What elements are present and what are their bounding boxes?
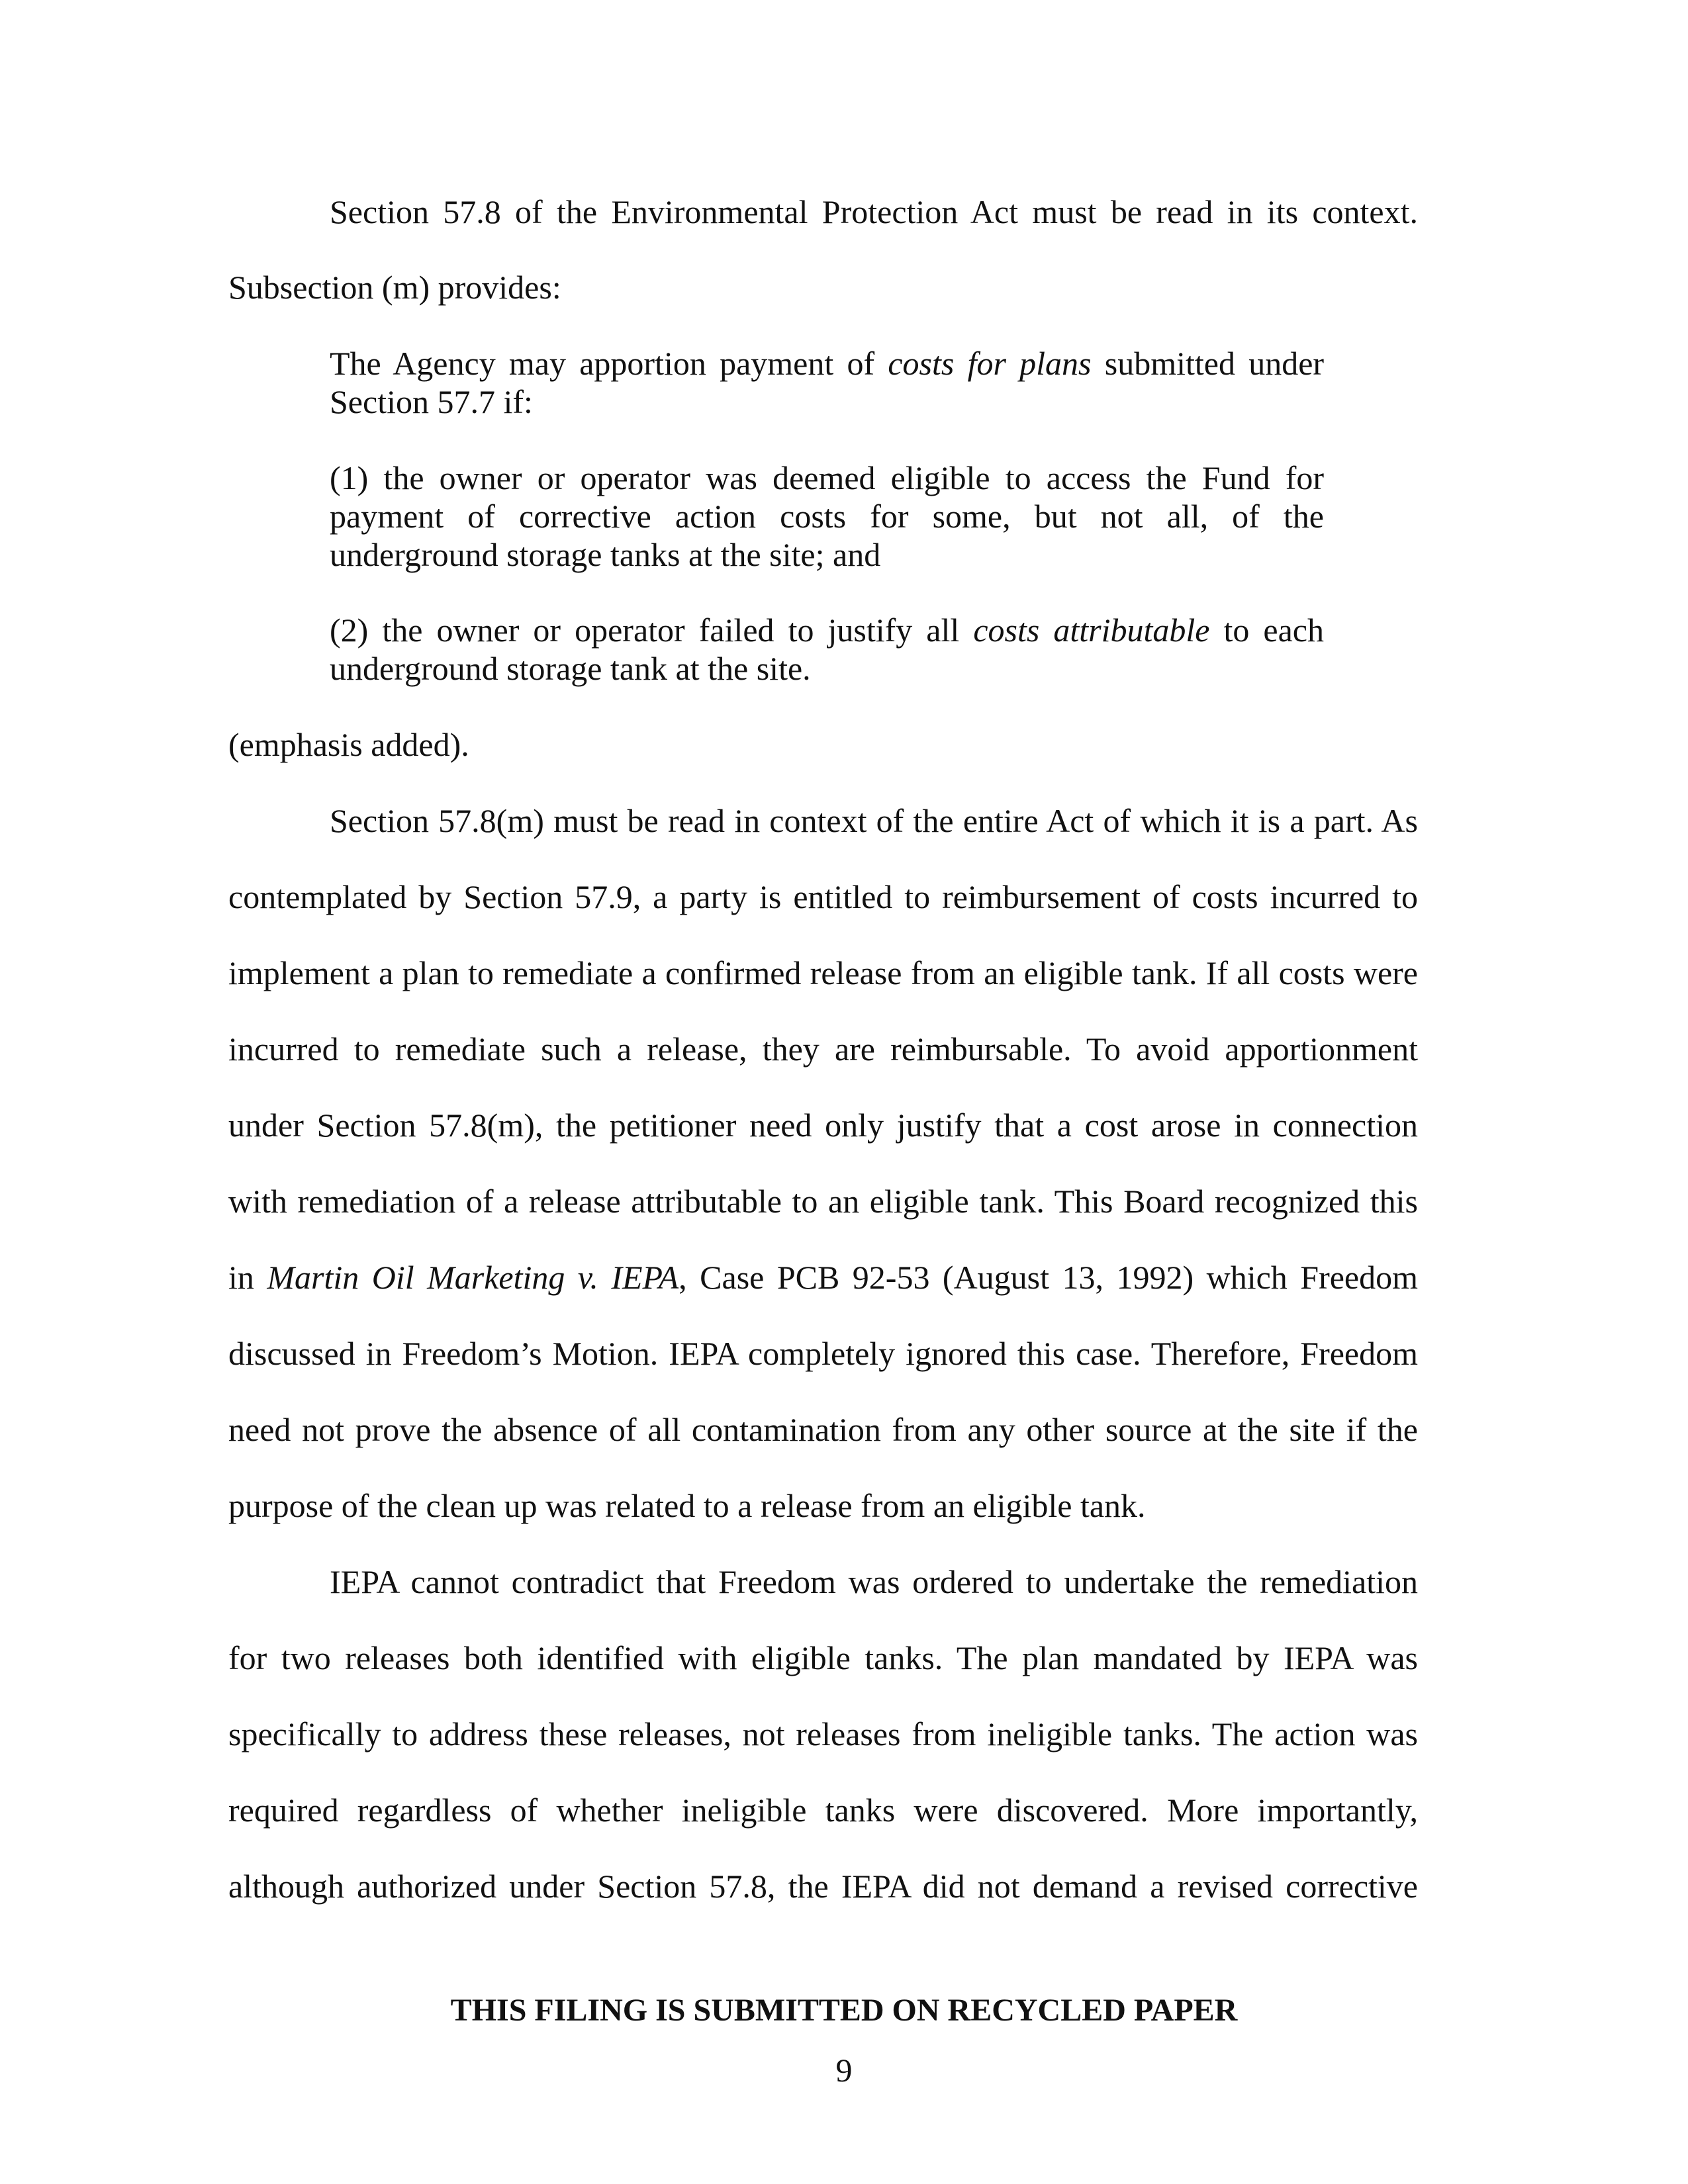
- quote-intro-line-2: Section 57.7 if:: [330, 383, 533, 420]
- quote-intro-text-end: submitted under: [1104, 345, 1325, 382]
- paragraph-2-line-1: Section 57.8(m) must be read in context of the entire Act of which it is a part. As: [330, 802, 1418, 839]
- paragraph-2-line-8: discussed in Freedom’s Motion. IEPA completely ignored this case. Therefore, Freedom: [228, 1335, 1418, 1372]
- quote-intro-emphasis: costs for plans: [888, 345, 1092, 382]
- paragraph-2-line-4: incurred to remediate such a release, they are reimbursable. To avoid apportionment: [228, 1030, 1418, 1068]
- emphasis-note: (emphasis added).: [228, 726, 469, 763]
- quote-item-2-emphasis: costs attributable: [973, 612, 1210, 649]
- paragraph-2-line-10: purpose of the clean up was related to a release from an eligible tank.: [228, 1487, 1146, 1524]
- page-number: 9: [835, 2052, 853, 2089]
- paragraph-2-line-3: implement a plan to remediate a confirmed release from an eligible tank. If all costs were: [228, 954, 1418, 991]
- quote-item-1-line-1: (1) the owner or operator was deemed eligible to access the Fund for: [330, 459, 1324, 496]
- paragraph-2-line-9: need not prove the absence of all contamination from any other source at the site if the: [228, 1411, 1418, 1448]
- quote-item-1-line-3: underground storage tanks at the site; and: [330, 536, 881, 573]
- recycled-paper-notice: THIS FILING IS SUBMITTED ON RECYCLED PAPER: [450, 1993, 1238, 2028]
- quote-item-1-line-2: payment of corrective action costs for some, but not all, of the: [330, 498, 1324, 535]
- paragraph-2-line-5: under Section 57.8(m), the petitioner need only justify that a cost arose in connection: [228, 1107, 1418, 1144]
- case-citation-name: Martin Oil Marketing v. IEPA: [267, 1259, 679, 1296]
- quote-item-2-line-1: [330, 611, 1324, 649]
- case-citation-prefix: in: [228, 1259, 254, 1296]
- paragraph-3-line-2: for two releases both identified with eligible tanks. The plan mandated by IEPA was: [228, 1639, 1418, 1676]
- case-citation-details: , Case PCB 92-53 (August 13, 1992) which Freedom: [679, 1259, 1419, 1296]
- paragraph-3-line-4: required regardless of whether ineligible tanks were discovered. More importantly,: [228, 1792, 1418, 1829]
- paragraph-3-line-3: specifically to address these releases, not releases from ineligible tanks. The action was: [228, 1715, 1418, 1752]
- paragraph-1-line-2: Subsection (m) provides:: [228, 269, 561, 306]
- quote-item-2-line-2: underground storage tank at the site.: [330, 650, 811, 687]
- paragraph-3-line-5: although authorized under Section 57.8, the IEPA did not demand a revised corrective: [228, 1868, 1418, 1905]
- quote-intro-line-1: [330, 344, 1324, 383]
- paragraph-1-line-1: Section 57.8 of the Environmental Protection Act must be read in its context.: [330, 193, 1418, 230]
- paragraph-3-line-1: IEPA cannot contradict that Freedom was ordered to undertake the remediation: [330, 1563, 1418, 1600]
- paragraph-2-line-7: [228, 1258, 1418, 1297]
- quote-item-2-text-end: to each: [1223, 612, 1324, 649]
- paragraph-2-line-6: with remediation of a release attributable to an eligible tank. This Board recognized this: [228, 1183, 1418, 1220]
- quote-intro-text: The Agency may apportion payment of: [330, 345, 875, 382]
- quote-item-2-text: (2) the owner or operator failed to justify all: [330, 612, 960, 649]
- paragraph-2-line-2: contemplated by Section 57.9, a party is entitled to reimbursement of costs incurred to: [228, 878, 1418, 915]
